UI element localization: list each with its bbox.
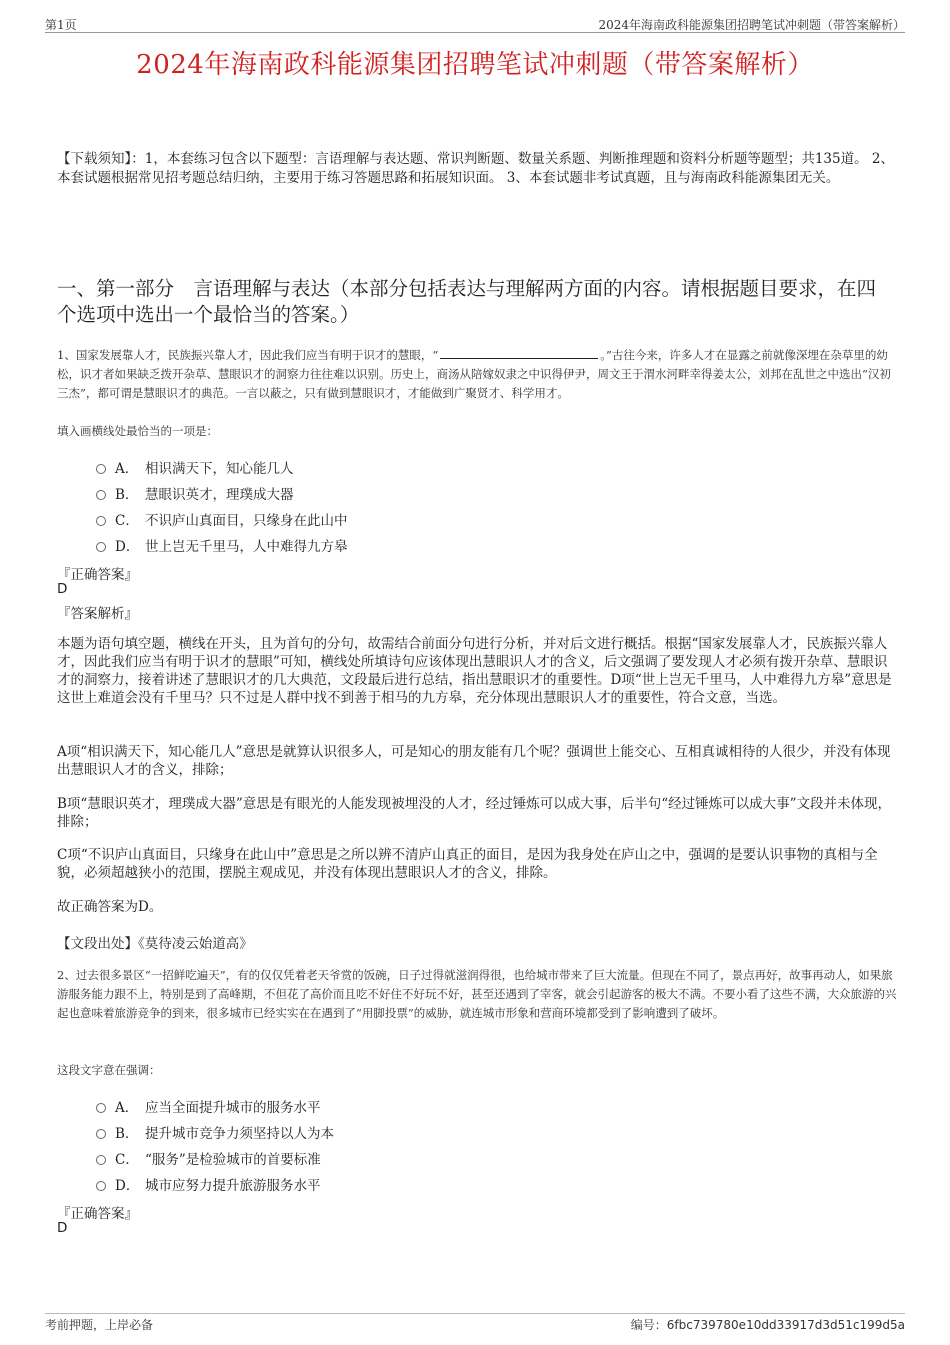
section-title: 一、第一部分 言语理解与表达（本部分包括表达与理解两方面的内容。请根据题目要求，在四个选项中选出一个最恰当的答案。）	[57, 277, 877, 326]
page-number: 第1页	[45, 18, 77, 32]
question-2-prompt: 这段文字意在强调：	[57, 1063, 161, 1077]
question-1-option-c[interactable]: C． 不识庐山真面目，只缘身在此山中	[96, 509, 348, 529]
question-2-answer-label: 『正确答案』	[57, 1206, 138, 1222]
question-1-option-a[interactable]: A． 相识满天下，知心能几人	[96, 457, 294, 477]
analysis-paragraph: C项“不识庐山真面目，只缘身在此山中”意思是之所以辨不清庐山真正的面目，是因为我身处在庐山之中，强调的是要认识事物的真相与全貌，必须超越狭小的范围，摆脱主观成见，并没有体现出慧眼识人才的含义，排除。	[57, 847, 878, 881]
question-2-option-d[interactable]: D． 城市应努力提升旅游服务水平	[96, 1174, 321, 1194]
analysis-paragraph: 故正确答案为D。	[57, 899, 163, 915]
download-notice: 【下载须知】：1，本套练习包含以下题型：言语理解与表达题、常识判断题、数量关系题、判断推理题和资料分析题等题型；共135道。 2、本套试题根据常见招考题总结归纳，主要用于练习答题思路和拓展知识面。 3、本套试题非考试真题，且与海南政科能源集团无关。	[57, 151, 894, 186]
radio-icon[interactable]	[96, 464, 106, 474]
radio-icon[interactable]	[96, 1181, 106, 1191]
question-1-stem-before: 1、国家发展靠人才，民族振兴靠人才，因此我们应当有明于识才的慧眼，“	[57, 348, 439, 362]
radio-icon[interactable]	[96, 490, 106, 500]
question-1-stem-after: 。”古往今来，许多人才在显露之前就像深埋在杂草里的幼松，识才者如果缺乏拨开杂草、慧眼识才的洞察力往往难以识别。历史上，商汤从陪嫁奴隶之中识得伊尹，周文王于渭水河畔幸得姜太公，刘邦在乱世之中选出“汉初三杰”，都可谓是慧眼识才的典范。一言以蔽之，只有做到慧眼识才，才能做到广聚贤才、科学用才。	[57, 348, 891, 400]
page-header	[45, 14, 905, 33]
question-2-answer: D	[57, 1220, 68, 1236]
question-2-option-a[interactable]: A． 应当全面提升城市的服务水平	[96, 1096, 321, 1116]
footer-slogan: 考前押题，上岸必备	[45, 1318, 154, 1332]
radio-icon[interactable]	[96, 516, 106, 526]
question-2-stem: 2、过去很多景区“一招鲜吃遍天”，有的仅仅凭着老天爷赏的饭碗，日子过得就滋润得很，也给城市带来了巨大流量。但现在不同了，景点再好，故事再动人，如果旅游服务能力跟不上，特别是到了高峰期，不但花了高价而且吃不好住不好玩不好，甚至还遇到了宰客，就会引起游客的极大不满。不要小看了这些不满，大众旅游的兴起也意味着旅游竞争的到来，很多城市已经实实在在遇到了“用脚投票”的威胁，就连城市形象和营商环境都受到了影响遭到了破坏。	[57, 968, 897, 1020]
question-1-prompt: 填入画横线处最恰当的一项是：	[57, 424, 218, 438]
question-1-source: 【文段出处】《莫待凌云始道高》	[57, 936, 253, 952]
question-2-option-b[interactable]: B． 提升城市竞争力须坚持以人为本	[96, 1122, 334, 1142]
question-1-answer: D	[57, 581, 68, 597]
radio-icon[interactable]	[96, 1155, 106, 1165]
radio-icon[interactable]	[96, 542, 106, 552]
analysis-paragraph: B项“慧眼识英才，理璞成大器”意思是有眼光的人能发现被埋没的人才，经过锤炼可以成大事，后半句“经过锤炼可以成大事”文段并未体现，排除；	[57, 796, 892, 830]
fill-blank	[440, 347, 598, 359]
question-1-analysis-label: 『答案解析』	[57, 606, 138, 622]
question-1-stem	[57, 346, 900, 403]
analysis-paragraph: 本题为语句填空题，横线在开头，且为首句的分句，故需结合前面分句进行分析，并对后文进行概括。根据“国家发展靠人才，民族振兴靠人才，因此我们应当有明于识才的慧眼”可知，横线处所填诗句应该体现出慧眼识人才的含义，后文强调了要发现人才必须有拨开杂草、慧眼识才的洞察力，接着讲述了慧眼识才的几大典范，文段最后进行总结，指出慧眼识才的重要性。D项“世上岂无千里马，人中难得九方皋”意思是这世上难道会没有千里马？只不过是人群中找不到善于相马的九方皋，充分体现出慧眼识人才的重要性，符合文意，当选。	[57, 636, 892, 706]
analysis-paragraph: A项“相识满天下，知心能几人”意思是就算认识很多人，可是知心的朋友能有几个呢？强调世上能交心、互相真诚相待的人很少，并没有体现出慧眼识人才的含义，排除；	[57, 744, 891, 778]
radio-icon[interactable]	[96, 1103, 106, 1113]
question-1-option-d[interactable]: D． 世上岂无千里马，人中难得九方皋	[96, 535, 348, 555]
footer-code: 编号：6fbc739780e10dd33917d3d51c199d5a	[630, 1318, 905, 1332]
document-title: 2024年海南政科能源集团招聘笔试冲刺题（带答案解析）	[136, 50, 814, 80]
question-2-option-c[interactable]: C． “服务”是检验城市的首要标准	[96, 1148, 321, 1168]
page-footer	[45, 1313, 905, 1332]
question-1-option-b[interactable]: B． 慧眼识英才，理璞成大器	[96, 483, 294, 503]
question-1-answer-label: 『正确答案』	[57, 567, 138, 583]
header-doc-title: 2024年海南政科能源集团招聘笔试冲刺题（带答案解析）	[598, 18, 905, 32]
radio-icon[interactable]	[96, 1129, 106, 1139]
